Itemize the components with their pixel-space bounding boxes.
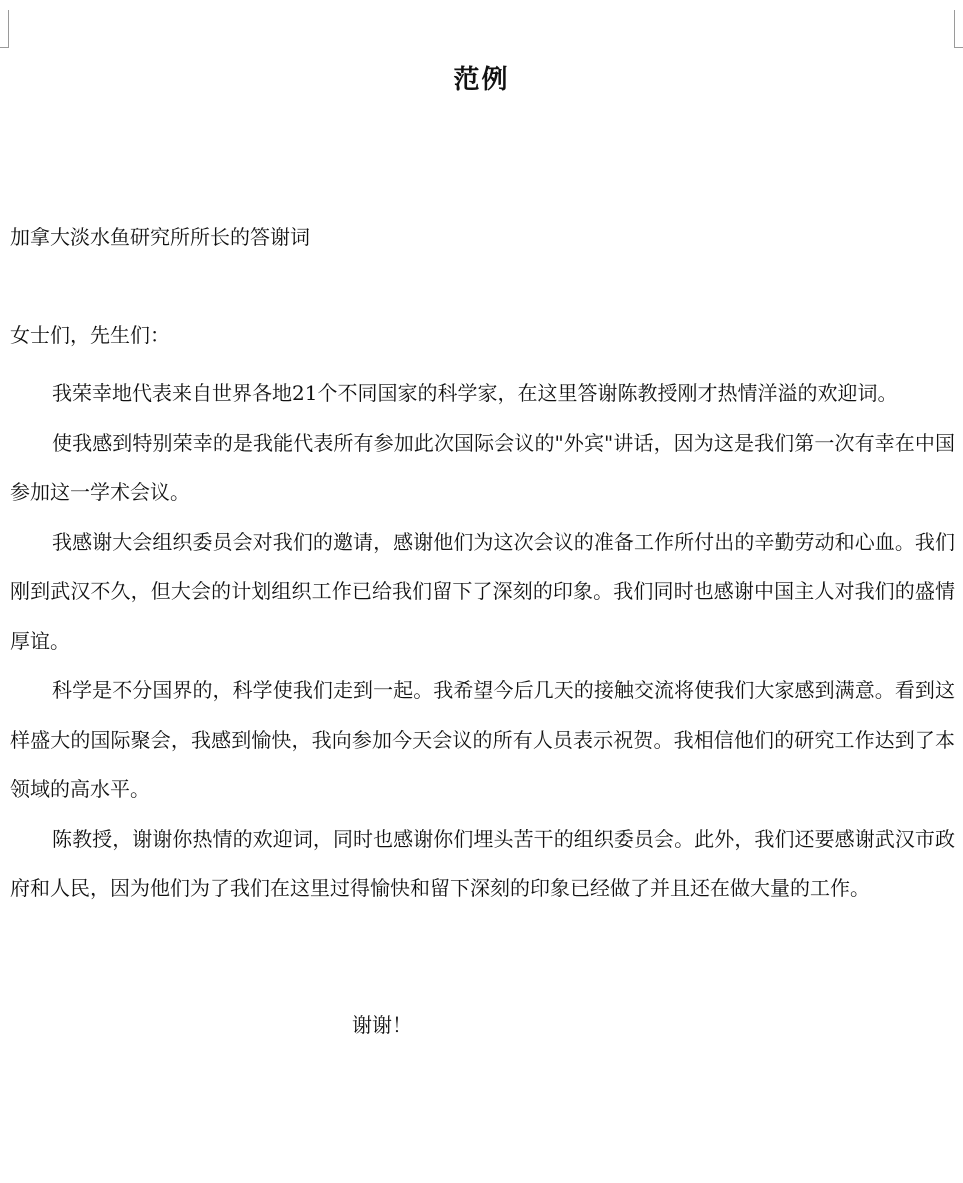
crop-mark-top-right <box>954 10 963 48</box>
paragraph-2: 使我感到特别荣幸的是我能代表所有参加此次国际会议的"外宾"讲话，因为这是我们第一次有幸在中国参加这一学术会议。 <box>10 430 955 504</box>
paragraph-4: 科学是不分国界的，科学使我们走到一起。我希望今后几天的接触交流将使我们大家感到满意。看到这样盛大的国际聚会，我感到愉快，我向参加今天会议的所有人员表示祝贺。我相信他们的研究工作达到了本领域的高水平。 <box>10 678 955 801</box>
speech-body <box>10 369 955 914</box>
closing-thanks: 谢谢！ <box>352 1013 412 1037</box>
speech-heading: 加拿大淡水鱼研究所所长的答谢词 <box>10 225 310 249</box>
paragraph-5: 陈教授，谢谢你热情的欢迎词，同时也感谢你们埋头苦干的组织委员会。此外，我们还要感谢武汉市政府和人民，因为他们为了我们在这里过得愉快和留下深刻的印象已经做了并且还在做大量的工作。 <box>10 826 955 900</box>
crop-mark-top-left <box>0 10 9 48</box>
paragraph-3: 我感谢大会组织委员会对我们的邀请，感谢他们为这次会议的准备工作所付出的辛勤劳动和心血。我们刚到武汉不久，但大会的计划组织工作已给我们留下了深刻的印象。我们同时也感谢中国主人对我们的盛情厚谊。 <box>10 529 955 653</box>
document-title: 范例 <box>453 65 510 95</box>
salutation: 女士们，先生们： <box>10 323 170 347</box>
paragraph-1: 我荣幸地代表来自世界各地21个不同国家的科学家，在这里答谢陈教授刚才热情洋溢的欢迎词。 <box>52 381 898 405</box>
